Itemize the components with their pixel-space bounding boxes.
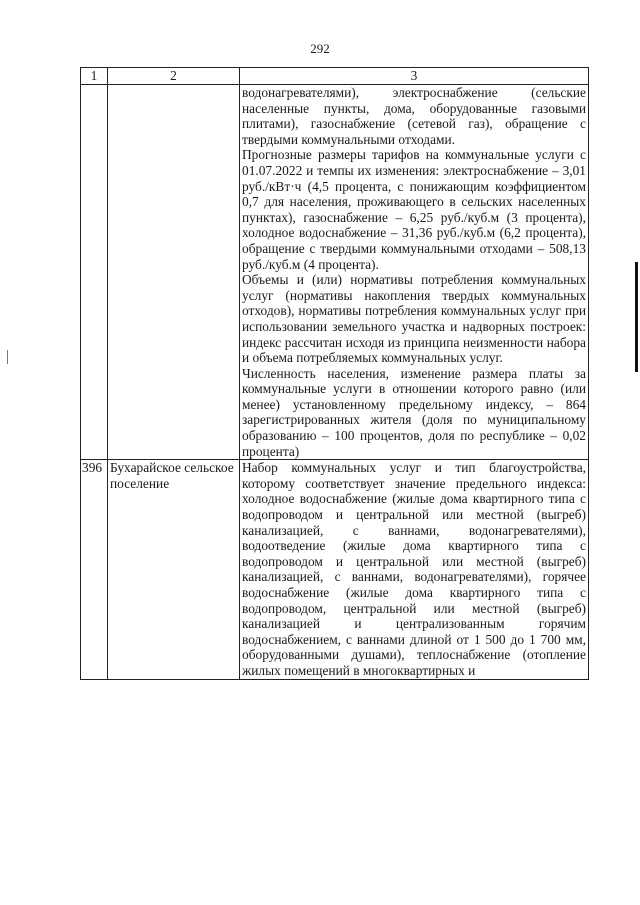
scan-left-mark <box>7 350 8 364</box>
tariff-table <box>80 67 589 680</box>
paragraph: Прогнозные размеры тарифов на коммунальные услуги с 01.07.2022 и темпы их изменения: электроснабжение – 3,01 руб./кВт·ч (4,5 процента, с понижающим коэффициентом 0,7 для населения, проживающего в сельских населенных пунктах), газоснабжение – 6,25 руб./куб.м (3 процента), холодное водоснабжение – 31,36 руб./куб.м (6,2 процента), обращение с твердыми коммунальными отходами – 508,13 руб./куб.м (4 процента). <box>242 147 586 272</box>
table-row <box>81 460 589 679</box>
table-row <box>81 85 589 460</box>
row-municipality: Бухарайское сельское поселение <box>108 460 240 679</box>
paragraph: Объемы и (или) нормативы потребления коммунальных услуг (нормативы накопления твердых коммунальных отходов), нормативы потребления коммунальных услуг при использовании земельного участка и надворных построек: индекс рассчитан исходя из принципа неизменности набора и объема потребляемых коммунальных услуг. <box>242 272 586 366</box>
row-description <box>240 460 589 679</box>
header-col-1: 1 <box>81 68 108 85</box>
paragraph: водонагревателями), электроснабжение (сельские населенные пункты, дома, оборудованные газовыми плитами), газоснабжение (сетевой газ), обращение с твердыми коммунальными отходами. <box>242 85 586 147</box>
paragraph: Набор коммунальных услуг и тип благоустройства, которому соответствует значение предельного индекса: холодное водоснабжение (жилые дома квартирного типа с водопроводом и центральной или местной (выгреб) канализацией, с ваннами, водонагревателями), водоотведение (жилые дома квартирного типа с водопроводом и центральной или местной (выгреб) канализацией, с ваннами, водонагревателями), горячее водоснабжение (жилые дома квартирного типа с водопроводом, центральной или местной (выгреб) канализацией и централизованным горячим водоснабжением, с ваннами длиной от 1 500 до 1 700 мм, оборудованными душами), теплоснабжение (отопление жилых помещений в многоквартирных и <box>242 460 586 678</box>
header-col-2: 2 <box>108 68 240 85</box>
header-col-3: 3 <box>240 68 589 85</box>
paragraph: Численность населения, изменение размера платы за коммунальные услуги в отношении которого равно (или менее) установленному предельному индексу, – 864 зарегистрированных жителя (доля по муниципальному образованию – 100 процентов, доля по республике – 0,02 процента) <box>242 365 586 459</box>
scan-edge-mark <box>635 262 638 372</box>
row-number: 396 <box>81 460 108 679</box>
row-municipality <box>108 85 240 460</box>
row-description <box>240 85 589 460</box>
table-header-row <box>81 68 589 85</box>
row-number <box>81 85 108 460</box>
page-number: 292 <box>310 41 330 56</box>
